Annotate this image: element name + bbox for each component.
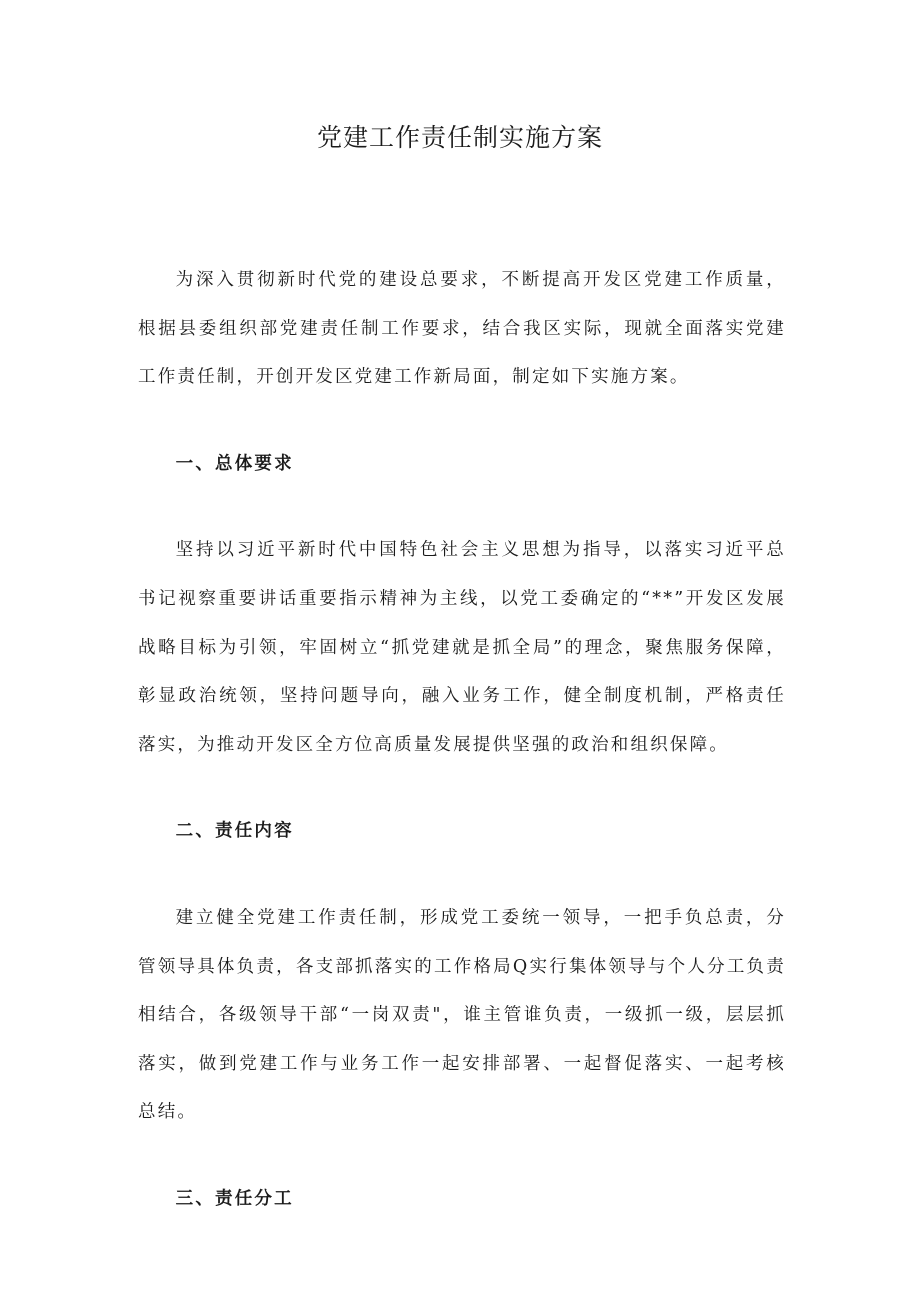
document-title: 党建工作责任制实施方案	[316, 123, 603, 152]
document-body	[138, 256, 786, 1262]
section-heading-responsibility-content: 二、责任内容	[175, 821, 294, 842]
section-heading-responsibility-division: 三、责任分工	[175, 1188, 294, 1209]
section-body-responsibility-content: 建立健全党建工作责任制，形成党工委统一领导，一把手负总责，分管领导具体负责，各支部抓落实的工作格局Q实行集体领导与个人分工负责相结合，各级领导干部“一岗双责"，谁主管谁负责，一级抓一级，层层抓落实，做到党建工作与业务工作一起安排部署、一起督促落实、一起考核总结。	[138, 907, 786, 1123]
intro-paragraph: 为深入贯彻新时代党的建设总要求，不断提高开发区党建工作质量，根据县委组织部党建责任制工作要求，结合我区实际，现就全面落实党建工作责任制，开创开发区党建工作新局面，制定如下实施方案。	[138, 270, 786, 388]
section-heading-general-requirements: 一、总体要求	[175, 453, 294, 474]
section-body-general-requirements: 坚持以习近平新时代中国特色社会主义思想为指导，以落实习近平总书记视察重要讲话重要指示精神为主线，以党工委确定的“**”开发区发展战略目标为引领，牢固树立“抓党建就是抓全局”的理念，聚焦服务保障，彰显政治统领，坚持问题导向，融入业务工作，健全制度机制，严格责任落实，为推动开发区全方位高质量发展提供坚强的政治和组织保障。	[138, 540, 786, 755]
